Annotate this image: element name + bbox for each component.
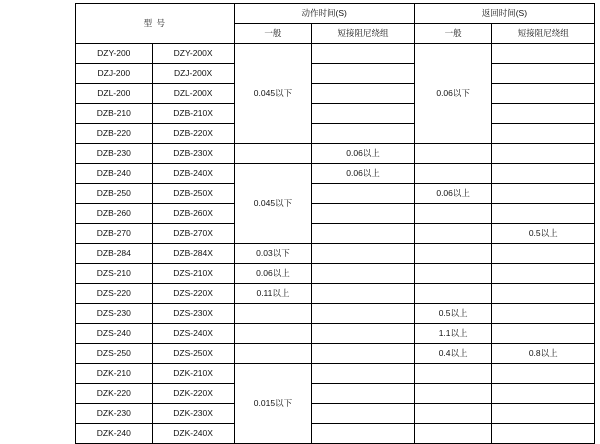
table-body (76, 44, 595, 444)
cell-action-normal-merged: 0.045以下 (234, 164, 312, 244)
cell-model-a: DZS-220 (76, 284, 153, 304)
cell-model-a: DZB-240 (76, 164, 153, 184)
table-row (76, 404, 595, 424)
table-row (76, 224, 595, 244)
cell-model-b: DZL-200X (152, 84, 234, 104)
cell-action-damping (312, 344, 415, 364)
cell-return-damping (492, 44, 595, 64)
cell-model-b: DZS-210X (152, 264, 234, 284)
table-row (76, 324, 595, 344)
table-row (76, 204, 595, 224)
cell-return-normal (414, 204, 492, 224)
table-row (76, 164, 595, 184)
cell-return-damping (492, 104, 595, 124)
column-header-return-normal: 一般 (414, 24, 492, 44)
cell-model-a: DZK-220 (76, 384, 153, 404)
cell-action-damping (312, 284, 415, 304)
table-row (76, 384, 595, 404)
cell-action-normal: 0.11以上 (234, 284, 312, 304)
cell-return-damping (492, 184, 595, 204)
table-row (76, 424, 595, 444)
cell-return-normal: 0.5以上 (414, 304, 492, 324)
cell-return-normal (414, 144, 492, 164)
cell-return-normal: 1.1以上 (414, 324, 492, 344)
cell-return-damping (492, 64, 595, 84)
cell-return-damping (492, 144, 595, 164)
cell-action-normal (234, 324, 312, 344)
cell-action-damping (312, 64, 415, 84)
cell-model-b: DZS-220X (152, 284, 234, 304)
cell-return-normal (414, 264, 492, 284)
cell-return-damping (492, 164, 595, 184)
cell-model-a: DZS-240 (76, 324, 153, 344)
cell-action-damping: 0.06以上 (312, 164, 415, 184)
cell-model-a: DZL-200 (76, 84, 153, 104)
cell-model-b: DZB-250X (152, 184, 234, 204)
cell-model-b: DZB-260X (152, 204, 234, 224)
cell-return-damping (492, 284, 595, 304)
table-row (76, 144, 595, 164)
cell-action-damping (312, 204, 415, 224)
cell-action-normal-merged: 0.045以下 (234, 44, 312, 144)
column-header-action-time: 动作时间(S) (234, 4, 414, 24)
cell-return-normal (414, 164, 492, 184)
table-row (76, 64, 595, 84)
cell-action-damping (312, 44, 415, 64)
cell-model-b: DZS-250X (152, 344, 234, 364)
table-row (76, 104, 595, 124)
cell-model-a: DZS-230 (76, 304, 153, 324)
cell-model-a: DZB-284 (76, 244, 153, 264)
table-row (76, 284, 595, 304)
cell-model-a: DZB-210 (76, 104, 153, 124)
cell-return-damping: 0.5以上 (492, 224, 595, 244)
cell-return-damping (492, 304, 595, 324)
cell-model-b: DZB-240X (152, 164, 234, 184)
cell-model-b: DZS-240X (152, 324, 234, 344)
cell-model-a: DZK-240 (76, 424, 153, 444)
cell-return-normal (414, 424, 492, 444)
cell-action-damping (312, 224, 415, 244)
cell-action-normal (234, 344, 312, 364)
cell-action-damping (312, 304, 415, 324)
cell-model-b: DZB-270X (152, 224, 234, 244)
cell-model-a: DZB-230 (76, 144, 153, 164)
specification-table (75, 3, 595, 444)
table-row (76, 264, 595, 284)
cell-return-damping (492, 424, 595, 444)
cell-model-a: DZB-220 (76, 124, 153, 144)
cell-action-normal (234, 144, 312, 164)
cell-model-b: DZB-220X (152, 124, 234, 144)
table-row (76, 244, 595, 264)
cell-action-damping (312, 324, 415, 344)
column-header-return-time: 返回时间(S) (414, 4, 594, 24)
cell-return-damping (492, 84, 595, 104)
cell-model-b: DZY-200X (152, 44, 234, 64)
cell-model-a: DZB-250 (76, 184, 153, 204)
cell-action-damping (312, 404, 415, 424)
cell-return-normal (414, 224, 492, 244)
table-row (76, 124, 595, 144)
cell-model-b: DZK-230X (152, 404, 234, 424)
cell-return-normal (414, 364, 492, 384)
cell-return-damping (492, 364, 595, 384)
cell-action-damping (312, 184, 415, 204)
column-header-action-normal: 一般 (234, 24, 312, 44)
table-row (76, 44, 595, 64)
cell-return-normal (414, 284, 492, 304)
cell-return-damping (492, 404, 595, 424)
cell-model-a: DZJ-200 (76, 64, 153, 84)
cell-return-normal-merged: 0.06以下 (414, 44, 492, 144)
cell-return-damping (492, 384, 595, 404)
cell-return-damping (492, 264, 595, 284)
cell-model-a: DZK-210 (76, 364, 153, 384)
cell-return-damping (492, 244, 595, 264)
cell-model-a: DZS-250 (76, 344, 153, 364)
table-row (76, 344, 595, 364)
cell-model-b: DZJ-200X (152, 64, 234, 84)
table-row (76, 84, 595, 104)
cell-action-damping (312, 244, 415, 264)
cell-action-normal (234, 304, 312, 324)
cell-model-a: DZB-270 (76, 224, 153, 244)
cell-action-damping (312, 364, 415, 384)
cell-return-damping (492, 124, 595, 144)
cell-action-damping (312, 424, 415, 444)
cell-return-damping: 0.8以上 (492, 344, 595, 364)
cell-return-normal: 0.4以上 (414, 344, 492, 364)
cell-action-normal: 0.03以下 (234, 244, 312, 264)
cell-model-a: DZB-260 (76, 204, 153, 224)
cell-model-b: DZK-210X (152, 364, 234, 384)
cell-action-normal: 0.06以上 (234, 264, 312, 284)
table-row (76, 304, 595, 324)
cell-action-damping (312, 264, 415, 284)
cell-return-normal: 0.06以上 (414, 184, 492, 204)
cell-action-damping (312, 84, 415, 104)
cell-model-b: DZK-220X (152, 384, 234, 404)
cell-model-b: DZK-240X (152, 424, 234, 444)
cell-return-damping (492, 324, 595, 344)
cell-model-b: DZS-230X (152, 304, 234, 324)
table-header-row-group (76, 4, 595, 24)
table-header (76, 4, 595, 44)
cell-model-b: DZB-230X (152, 144, 234, 164)
cell-return-normal (414, 244, 492, 264)
cell-action-damping (312, 124, 415, 144)
cell-model-b: DZB-284X (152, 244, 234, 264)
cell-return-damping (492, 204, 595, 224)
cell-model-a: DZS-210 (76, 264, 153, 284)
cell-action-normal-merged: 0.015以下 (234, 364, 312, 444)
cell-return-normal (414, 404, 492, 424)
cell-model-b: DZB-210X (152, 104, 234, 124)
cell-action-damping: 0.06以上 (312, 144, 415, 164)
table-row (76, 364, 595, 384)
table-row (76, 184, 595, 204)
cell-return-normal (414, 384, 492, 404)
cell-action-damping (312, 384, 415, 404)
column-header-return-damping: 短接阻尼绕组 (492, 24, 595, 44)
cell-model-a: DZY-200 (76, 44, 153, 64)
column-header-model: 型 号 (76, 4, 235, 44)
cell-action-damping (312, 104, 415, 124)
cell-model-a: DZK-230 (76, 404, 153, 424)
column-header-action-damping: 短接阻尼绕组 (312, 24, 415, 44)
